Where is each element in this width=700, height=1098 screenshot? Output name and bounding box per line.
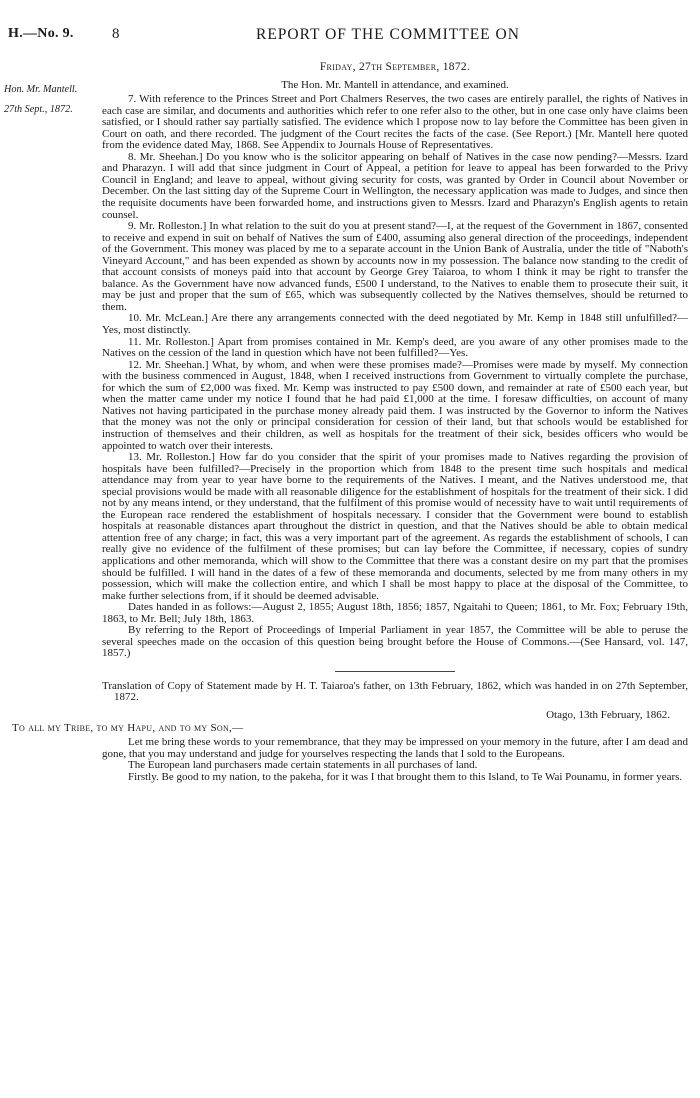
margin-witness-note: Hon. Mr. Mantell. bbox=[4, 84, 78, 95]
page-header bbox=[8, 26, 692, 48]
attendance-line: The Hon. Mr. Mantell in attendance, and examined. bbox=[281, 78, 509, 91]
translation-heading: Translation of Copy of Statement made by H. T. Taiaroa's father, on 13th February, 1862, which was handed in on 27th September, 1872. bbox=[102, 679, 688, 704]
paragraph-10: 10. Mr. McLean.] Are there any arrangements connected with the deed negotiated by Mr. Kemp in 1848 still unfulfilled?—Yes, most distinctly. bbox=[102, 312, 688, 337]
dates-handed-in: Dates handed in as follows:—August 2, 1855; August 18th, 1856; 1857, Ngaitahi to Queen; 1861, to Mr. Fox; February 19th, 1863, to Mr. Bell; July 18th, 1863. bbox=[102, 601, 688, 625]
paragraph-13: 13. Mr. Rolleston.] How far do you consider that the spirit of your promises made to Natives regarding the provision of hospitals have been fulfilled?—Precisely in the proportion which from 1848 to the present time such hospitals and medical attendance may from year to year have borne to the requirements of the Natives. I meant, and the Natives understood me, that special provisions would be made with all reasonable diligence for the establishment of hospitals for the treatment of their sick. I did not by any means intend, or they understand, that the fulfilment of this promise would of necessity have to wait until requirements of the European race rendered the establishment of hospitals necessary. I consider that the Government were bound to establish hospitals at reasonable distances apart throughout the district in question, and that the Natives should be able to obtain medical attention free of any charge; in fact, this was a very important part of the agreement. As regards the establishment of schools, I can really give no evidence of the fulfilment of these promises; but can lay before the Committee, if necessary, copies of sundry applications and other memoranda, which will show to the Committee that there was a constant desire on my part that the promises should be fulfilled. I will hand in the dates of a few of these memoranda and documents, selected by me from many others in my possession, which will make the collection entire, and which I shall be most happy to place at the disposal of the Committee, to make further selections from, if it should be deemed advisable. bbox=[102, 451, 688, 602]
paragraph-12: 12. Mr. Sheehan.] What, by whom, and when were these promises made?—Promises were made by myself. My connection with the business commenced in August, 1848, when I received instructions from Government to virtually complete the purchase, for which the sum of £2,000 was fixed. Mr. Kemp was instructed to pay £500 down, and remainder at rate of £500 each year, but when the matter came under my notice I found that he had paid £1,000 at the time. I foresaw difficulties, on account of many Natives not having participated in the purchase money already paid them. I was instructed by the Governor to inform the Natives that the money was not the only or principal consideration for cession of their land, but that schools would be established for instruction of themselves and their children, as well as hospitals for the treatment of their sick, besides officers who would be appointed to watch over their interests. bbox=[102, 358, 688, 452]
hansard-reference: By referring to the Report of Proceedings of Imperial Parliament in year 1857, the Committee will be able to peruse the several speeches made on the occasion of this question being brought before the House of Commons.—(See Hansard, vol. 147, 1857.) bbox=[102, 624, 688, 660]
paragraph-11: 11. Mr. Rolleston.] Apart from promises contained in Mr. Kemp's deed, are you aware of any other promises made to the Natives on the cession of the land in question which have not been fulfilled?—Yes. bbox=[102, 335, 688, 360]
letter-paragraph-1: Let me bring these words to your remembrance, that they may be impressed on your memory in the future, after I am dead and gone, that you may understand and judge for yourselves respecting the lands that I sold to the Europeans. bbox=[102, 736, 688, 760]
letter-paragraph-2: The European land purchasers made certain statements in all purchases of land. bbox=[128, 759, 478, 772]
running-title: REPORT OF THE COMMITTEE ON bbox=[256, 26, 520, 43]
page-number: 8 bbox=[112, 26, 120, 42]
paragraph-7: 7. With reference to the Princes Street and Port Chalmers Reserves, the two cases are entirely parallel, the rights of Natives in each case are similar, and documents and authorities which refer to one refer also to the other, but in one case only have claims been satisfied, or I should rather say partially satisfied. The evidence which I propose now to lay before the Committee has been given in Court on oath, and there recorded. The judgment of the Court recites the facts of the case. (See Report.) [Mr. Mantell here quoted from the evidence dated May, 1868. See Appendix to Journals House of Representatives. bbox=[102, 93, 688, 152]
paragraph-8: 8. Mr. Sheehan.] Do you know who is the solicitor appearing on behalf of Natives in the case now pending?—Messrs. Izard and Pharazyn. I will add that since judgment in Court of Appeal, a petition for leave to appeal has been forwarded to the Privy Council in England; and leave to appeal, without giving security for costs, was granted by Order in Council about November or December. On the last sitting day of the Supreme Court in Wellington, the necessary application was made to Judges, and since then the requisite documents have been forwarded home, and instructions given to Messrs. Izard and Pharazyn's English agents to retain counsel. bbox=[102, 150, 688, 221]
document-reference: H.—No. 9. bbox=[8, 26, 74, 41]
paragraph-9: 9. Mr. Rolleston.] In what relation to the suit do you at present stand?—I, at the request of the Government in 1867, consented to receive and expend in suit on behalf of Natives the sum of £400, assuming also general direction of the proceedings, independent of the Government. This money was placed by me to a separate account in the Union Bank of Australia, under the title of "Naboth's Vineyard Account," and has been expended as shown by accounts now in my possession. The balance now standing to the credit of that account consists of moneys paid into that account by George Grey Taiaroa, to whom I think it may be right to transfer the balance. As the Government have now advanced funds, £500 I understand, to the Natives to enable them to prosecute their suit, it may be just and proper that the sum of £65, which was subsequently collected by the Natives themselves, should be returned to them. bbox=[102, 220, 688, 313]
letter-place-date: Otago, 13th February, 1862. bbox=[546, 708, 670, 721]
session-date: Friday, 27th September, 1872. bbox=[319, 61, 471, 73]
letter-paragraph-3: Firstly. Be good to my nation, to the pakeha, for it was I that brought them to this Island, to Te Wai Pounamu, in former years. bbox=[128, 770, 683, 783]
margin-date-note: 27th Sept., 1872. bbox=[4, 104, 73, 115]
section-divider bbox=[335, 671, 455, 672]
letter-salutation: To all my Tribe, to my Hapu, and to my Son,— bbox=[12, 721, 244, 734]
